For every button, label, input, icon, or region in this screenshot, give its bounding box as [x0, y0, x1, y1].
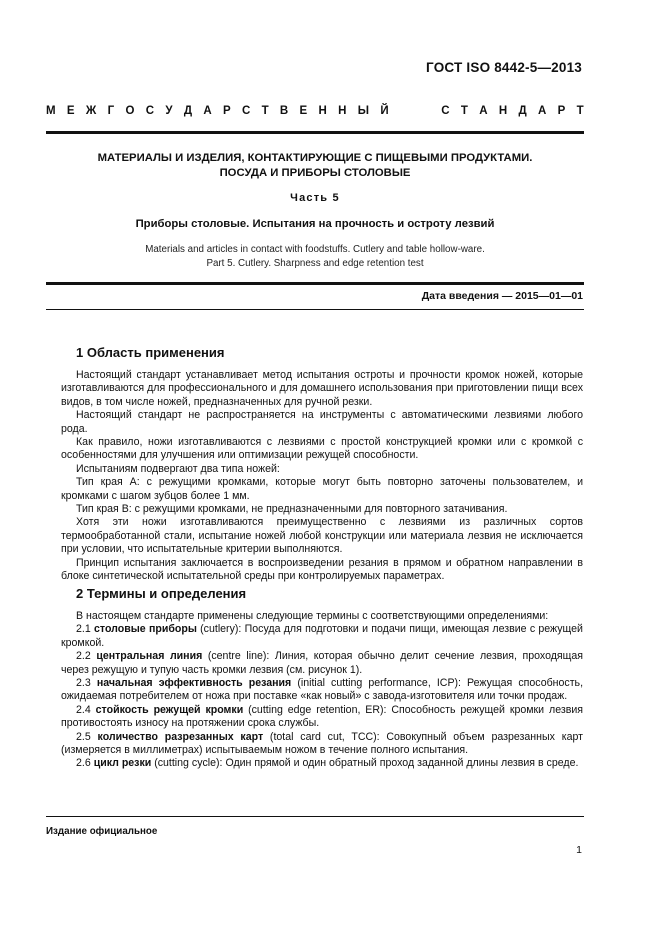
term-number: 2.1 [76, 623, 91, 636]
term-number: 2.5 [76, 730, 91, 743]
term-number: 2.4 [76, 703, 91, 716]
term-definition [61, 650, 583, 677]
paragraph: В настоящем стандарте применены следующие термины с соответствующими определениями: [76, 610, 549, 622]
date-rule [46, 309, 584, 310]
term-number: 2.3 [76, 677, 91, 690]
banner-letter: М [46, 105, 56, 117]
banner-letter: Т [576, 105, 584, 117]
banner-letter: Й [380, 105, 389, 117]
section-2-body [61, 610, 583, 771]
banner-letter: Н [318, 105, 327, 117]
banner-letter: Н [498, 105, 508, 117]
english-title [46, 243, 584, 270]
banner-word-gap [400, 105, 430, 117]
term-text: (total card cut, TCC): Совокупный объем разрезанных карт (измеряется в миллиметрах) испытываемым ножом в течение полного испытания. [61, 730, 583, 757]
banner-letter: Ы [357, 105, 370, 117]
term-text: (cutting cycle): Один прямой и один обратный проход заданной длины лезвия в среде. [151, 757, 579, 770]
term-text: (cutlery): Посуда для подготовки и подачи пищи, имеющая лезвие с режущей кромкой. [61, 623, 583, 649]
paragraph: Принцип испытания заключается в воспроизведении резания в прямом и обратном направлении в блоке синтетической испытательной среды при контролируемых параметрах. [61, 556, 583, 583]
term-name: столовые приборы [94, 623, 197, 636]
title-line-1: МАТЕРИАЛЫ И ИЗДЕЛИЯ, КОНТАКТИРУЮЩИЕ С ПИЩЕВЫМИ ПРОДУКТАМИ. [97, 152, 533, 164]
header-rule [46, 131, 584, 134]
term-text: (cutting edge retention, ER): Способность режущей кромки лезвия противостоять износу на протяжении срока службы. [61, 703, 583, 730]
banner-letter: Е [66, 105, 75, 117]
term-name: центральная линия [96, 650, 203, 663]
banner-letter: Н [338, 105, 347, 117]
paragraph: Тип края А: с режущими кромками, которые могут быть повторно заточены пользователем, и кромками с шагом зубцов более 1 мм. [61, 476, 583, 502]
document-title [46, 151, 584, 181]
section-1-body [61, 369, 583, 584]
banner-letter: Р [557, 105, 566, 117]
term-name: количество разрезанных карт [97, 730, 264, 743]
page-number: 1 [576, 844, 582, 856]
banner-letter: Р [222, 105, 231, 117]
term-name: стойкость режущей кромки [95, 703, 244, 716]
standard-code: ГОСТ ISO 8442-5—2013 [426, 60, 582, 75]
banner-letter: О [125, 105, 135, 117]
banner-letter: Д [183, 105, 193, 117]
paragraph: Хотя эти ножи изготавливаются преимущественно с лезвиями из различных сортов термообработанной стали, испытание ножей любой конструкции или материала лезвия не исключается при условии, что испытательные критерии выполняются. [61, 516, 583, 556]
part-label: Часть 5 [290, 192, 340, 204]
part-subtitle: Приборы столовые. Испытания на прочность и остроту лезвий [135, 218, 495, 230]
term-definition [61, 677, 583, 704]
banner-letter: Ж [85, 105, 97, 117]
banner-letter: А [479, 105, 488, 117]
paragraph: Испытаниям подвергают два типа ножей: [76, 462, 280, 475]
english-title-line-1: Materials and articles in contact with foodstuffs. Cutlery and table hollow-ware. [145, 244, 485, 255]
term-definition [61, 757, 583, 770]
english-title-line-2: Part 5. Cutlery. Sharpness and edge retention test [206, 257, 424, 269]
banner-letter: А [203, 105, 212, 117]
paragraph: Настоящий стандарт устанавливает метод испытания остроты и прочности кромок ножей, которые изготавливаются для профессионального и для домашнего использования при приготовлении пищи всех видов, в том числе ножей, предназначенных для ручной резки. [61, 369, 583, 408]
term-name: начальная эффективность резания [96, 677, 292, 690]
effective-date: Дата введения — 2015—01—01 [421, 290, 583, 302]
paragraph: Настоящий стандарт не распространяется на инструменты с автоматическими лезвиями любого рода. [61, 409, 583, 435]
banner-letter: А [537, 105, 547, 117]
title-line-2: ПОСУДА И ПРИБОРЫ СТОЛОВЫЕ [219, 167, 411, 179]
paragraph: Как правило, ножи изготавливаются с лезвиями с простой конструкцией кромки или с кромкой с особенностями для улучшения или оптимизации режущей способности. [61, 436, 583, 462]
section-1-heading: 1 Область применения [76, 345, 225, 360]
term-number: 2.6 [76, 757, 91, 770]
banner-letter: Г [107, 105, 115, 117]
banner-letter: Е [299, 105, 308, 117]
term-text: (centre line): Линия, которая обычно делит сечение лезвия, проходящая через режущую и тупую часть кромки лезвия (см. рисунок 1). [61, 650, 583, 676]
term-definition [61, 731, 583, 758]
banner-letter: С [441, 105, 450, 117]
paragraph: Тип края В: с режущими кромками, не предназначенными для повторного затачивания. [76, 503, 508, 516]
interstate-standard-banner [46, 105, 584, 117]
term-text: (initial cutting performance, ICP): Режущая способность, ожидаемая потребителем от ножа при поставке «как новый» с завода-изготовителя или точки продаж. [61, 677, 584, 703]
term-definition [61, 704, 583, 731]
term-definition [61, 623, 583, 650]
banner-letter: Т [460, 105, 468, 117]
term-number: 2.2 [76, 650, 91, 663]
banner-letter: Т [261, 105, 269, 117]
official-edition-label: Издание официальное [46, 826, 158, 837]
banner-letter: У [165, 105, 173, 117]
term-name: цикл резки [93, 757, 152, 770]
banner-letter: Д [518, 105, 527, 117]
banner-letter: В [279, 105, 289, 117]
title-rule [46, 282, 584, 285]
banner-letter: С [241, 105, 251, 117]
section-2-heading: 2 Термины и определения [76, 586, 247, 601]
banner-letter: С [145, 105, 155, 117]
footer-rule [46, 816, 584, 817]
